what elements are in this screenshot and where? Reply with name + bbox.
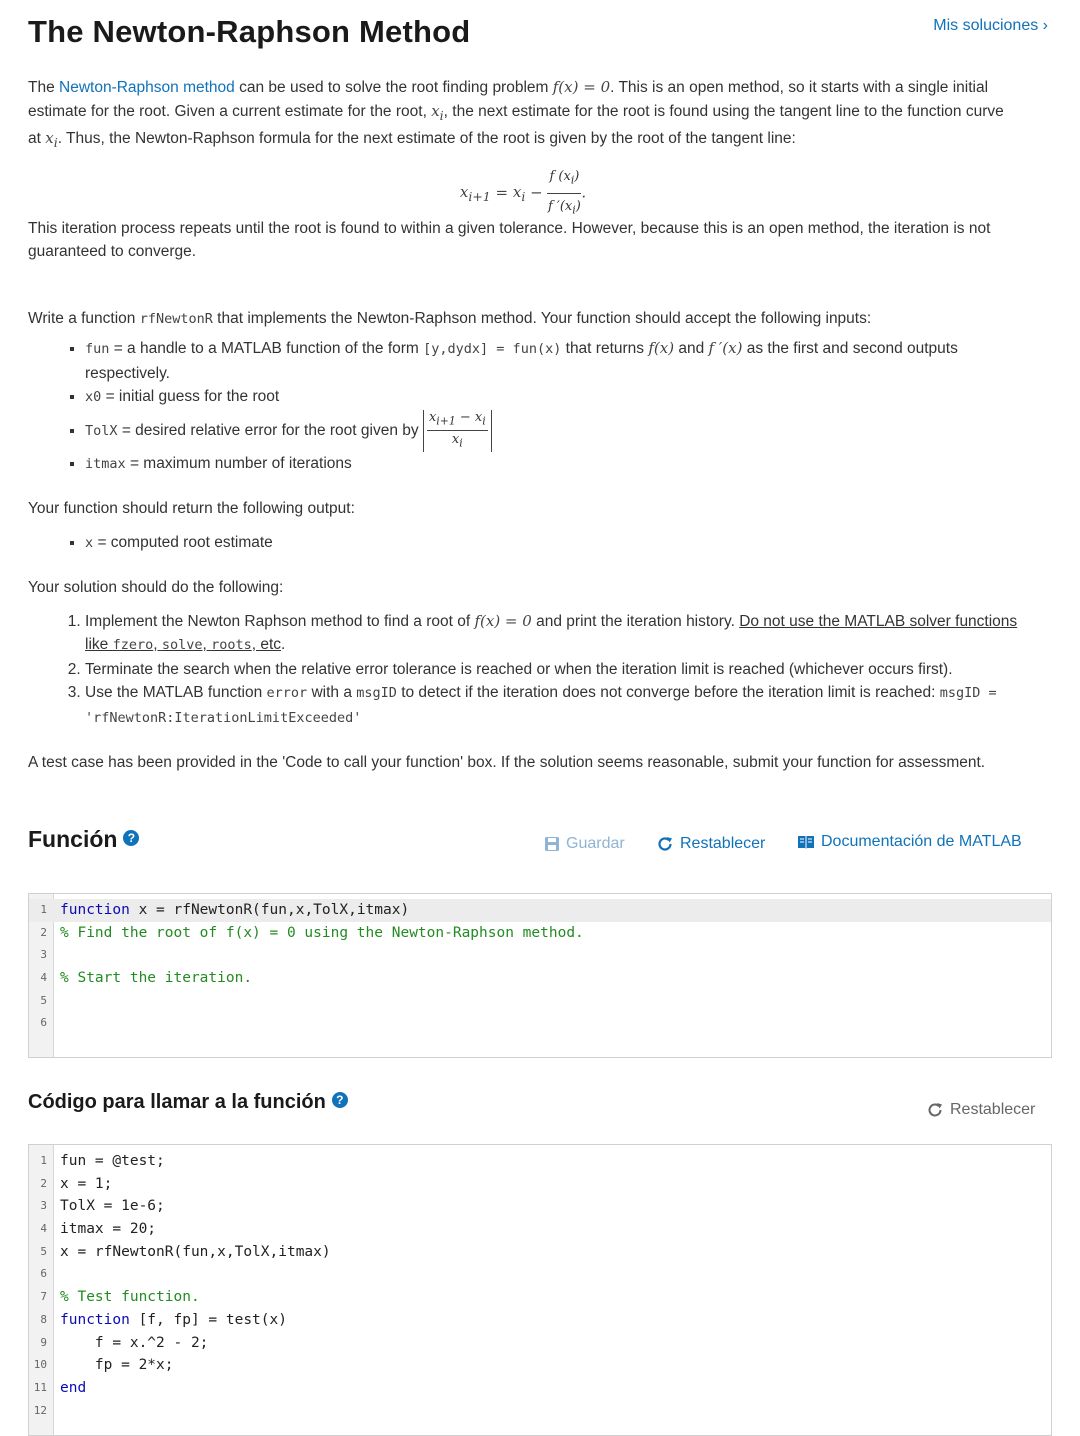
text: with a [307,684,357,702]
list-item [85,610,1018,658]
line-number: 3 [40,948,47,962]
refresh-icon [926,1101,944,1119]
line-number: 2 [40,1176,47,1190]
code-line[interactable] [29,1309,1051,1332]
line-number: 10 [33,1358,47,1372]
reset-label: Restablecer [680,835,766,852]
math-sub: i [53,135,58,150]
text: that implements the Newton-Raphson method. Your function should accept the following inputs: [212,309,872,327]
code: x [85,534,94,551]
math-var: x [459,183,469,202]
line-number: 1 [40,1154,47,1167]
refresh-icon [656,835,674,853]
requirements-list [28,610,1018,731]
matlab-docs-link[interactable] [797,833,1022,851]
code-text: TolX = 1e-6; [60,1198,165,1215]
code: fzero [112,637,154,654]
line-number: 6 [40,1016,47,1030]
text: , etc [251,636,282,654]
list-item [85,385,1018,410]
code-line[interactable] [29,1012,1051,1035]
code: error [266,685,308,702]
line-number: 8 [40,1312,47,1326]
code-line[interactable] [29,1332,1051,1355]
math-var: x [431,101,440,120]
function-code-editor[interactable] [28,893,1052,1058]
math-dot: . [581,183,587,202]
my-solutions-link[interactable] [933,17,1048,35]
save-label: Guardar [566,835,625,852]
math: f(x) = 0 [474,611,532,630]
text: Write a function [28,309,140,327]
code-text [60,1286,200,1309]
math: f ′(x) [708,339,743,357]
inputs-list [28,337,1018,476]
code-text: function x = rfNewtonR(fun,x,TolX,itmax) [60,902,410,918]
call-code-heading-label: Código para llamar a la función [28,1091,326,1113]
math-var: x [428,409,437,425]
code-line[interactable] [29,922,1051,945]
math-var: x [451,432,460,448]
text: that returns [561,340,649,357]
list-item: 2. Terminate the search when the relative error tolerance is reached or when the iteration limit is reached (whichever occurs first). [85,658,1018,682]
text: . [281,636,286,654]
code-text [60,967,252,990]
book-icon [797,834,815,850]
text: , [202,636,212,654]
code: TolX [85,422,118,439]
call-code-editor[interactable] [28,1144,1052,1436]
code-line[interactable] [29,1263,1051,1286]
text: The [28,79,60,96]
call-code-heading [28,1091,348,1114]
fraction-numerator [547,165,581,194]
formula-fraction [547,165,581,222]
math-paren: ) [574,168,580,184]
code-keyword: function [60,1311,130,1328]
text: Do not use the MATLAB solver functions like [85,612,1018,654]
code-comment: % Test function. [60,1289,200,1306]
code-keyword: function [60,902,130,918]
code-line[interactable] [29,1354,1051,1377]
text: as the first and second outputs respectively. [85,340,958,382]
line-number: 12 [33,1403,47,1417]
iteration-paragraph: This iteration process repeats until the root is found to within a given tolerance. However, because this is an open method, the iteration is not guaranteed to converge. [28,219,991,260]
code-text: f = x.^2 - 2; [60,1334,209,1351]
text: = desired relative error for the root given by [117,421,423,439]
line-number: 5 [40,993,47,1007]
floppy-disk-icon [544,836,560,852]
line-number: 3 [40,1199,47,1213]
code-line[interactable] [29,899,1051,922]
code-lines [29,1145,1051,1422]
text: and print the iteration history. [531,612,740,630]
outputs-list [28,531,1018,556]
math-paren: ) [575,198,581,214]
math-sub: i+1 [436,414,456,428]
code-line[interactable] [29,967,1051,990]
code-text: fp = 2*x; [60,1357,174,1374]
code-line[interactable] [29,1195,1051,1218]
math-var: f (x [549,168,571,184]
fraction-denominator [427,431,488,452]
code-lines [29,894,1051,1035]
line-number: 11 [33,1380,47,1394]
code-text: x = 1; [60,1175,113,1192]
relative-error-fraction [427,410,488,452]
text: and [674,340,709,357]
math-var: f ′(x [547,198,573,214]
list-item [85,410,1018,452]
code: roots [211,637,252,654]
function-heading [28,826,139,853]
math-sub: i+1 [468,189,491,205]
line-number: 5 [40,1244,47,1258]
code-text: x = rfNewtonR(fun,x,TolX,itmax) [60,1243,331,1260]
math-sub: i [570,173,575,187]
formula-lhs [459,183,491,205]
math-var: x [512,183,522,202]
help-icon[interactable]: ? [123,830,139,846]
text: to detect if the iteration does not converge before the iteration limit is reached: [396,684,940,702]
output-paragraph: Your function should return the following output: [28,500,355,518]
test-case-paragraph: A test case has been provided in the 'Code to call your function' box. If the solution seems reasonable, submit your function for assessment. [28,754,986,772]
text: = a handle to a MATLAB function of the form [109,340,424,357]
code-text: itmax = 20; [60,1221,157,1238]
task-paragraph [28,307,1018,332]
math: f(x) [648,339,675,357]
code: msgID [356,685,397,702]
code-function-name: rfNewtonR [139,310,213,327]
list-item [85,337,1018,385]
math-sub: i [572,203,576,217]
help-icon[interactable]: ? [332,1092,348,1108]
text: = computed root estimate [93,533,273,551]
save-button[interactable] [544,835,625,853]
line-number: 4 [40,1222,47,1236]
math-fx-zero: f(x) = 0 [552,78,611,96]
page-title: The Newton-Raphson Method [28,14,471,49]
line-number: 7 [40,1290,47,1304]
text: , [153,636,162,654]
fraction-numerator [427,410,488,432]
code-comment: % Start the iteration. [60,970,253,987]
code-keyword: end [60,1379,87,1396]
line-number: 4 [40,971,47,985]
math-sub: i [521,189,526,205]
code-line[interactable] [29,1377,1051,1400]
list-item [85,531,1018,556]
text: Implement the Newton Raphson method to find a root of [85,612,475,630]
line-number: 9 [40,1335,47,1349]
text: , the next estimate for the root is found using the tangent line to the function curve at [28,102,1004,147]
line-number: 2 [40,925,47,939]
math-minus: − [525,183,548,202]
code-line[interactable] [29,990,1051,1013]
code-comment: % Find the root of f(x) = 0 using the Newton-Raphson method. [60,924,584,941]
relative-error-formula [423,410,492,452]
math-var: x [45,129,54,147]
text: . Thus, the Newton-Raphson formula for the next estimate of the root is given by the root of the tangent line: [57,130,796,147]
reset-call-label: Restablecer [950,1101,1036,1118]
text: can be used to solve the root finding problem [234,79,553,96]
matlab-docs-label: Documentación de MATLAB [821,833,1022,850]
text: = maximum number of iterations [125,454,352,472]
code-line[interactable] [29,1150,1051,1173]
code: fun [85,341,110,357]
newton-formula [28,165,1018,217]
math-var: − x [455,409,483,425]
code-text: fun = @test; [60,1153,165,1169]
code: solve [161,637,203,654]
math-sub: i [459,436,463,450]
reset-call-button[interactable] [926,1101,1035,1119]
text: . This is an open method, so it starts with a single initial estimate for the root. Given a current estimate for the root, [28,79,989,120]
line-number: 1 [40,903,47,916]
math-xi [45,129,58,150]
code: [y,dydx] = fun(x) [423,341,562,357]
code: msgID = 'rfNewtonR:IterationLimitExceeded' [85,685,997,726]
math-sub: i [482,414,486,428]
newton-raphson-link[interactable]: Newton-Raphson method [59,79,235,96]
code-text [60,1377,86,1400]
list-item [85,681,1018,730]
intro-paragraph [28,76,1018,155]
math-eq: = [490,183,513,202]
code-line[interactable] [29,1400,1051,1423]
code-line[interactable] [29,1286,1051,1309]
math-sub: i [439,107,444,123]
function-heading-label: Función [28,826,118,852]
fraction-denominator [547,194,581,222]
my-solutions-label: Mis soluciones [933,17,1039,34]
requirements-paragraph: Your solution should do the following: [28,579,284,597]
code: x0 [85,389,102,405]
chevron-right-icon: › [1042,17,1048,34]
list-item [85,452,1018,477]
code-line[interactable] [29,1173,1051,1196]
line-number: 6 [40,1267,47,1281]
code-line[interactable] [29,1218,1051,1241]
problem-description [28,76,1018,775]
formula-rhs [512,183,526,205]
code-line[interactable] [29,1241,1051,1264]
code-line[interactable] [29,944,1051,967]
code-text [60,922,584,945]
text: Use the MATLAB function [85,684,267,702]
math-xi [431,101,444,123]
code-text: function [f, fp] = test(x) [60,1311,287,1328]
code: itmax [85,455,126,472]
reset-button[interactable] [656,835,765,853]
text: = initial guess for the root [101,388,280,405]
